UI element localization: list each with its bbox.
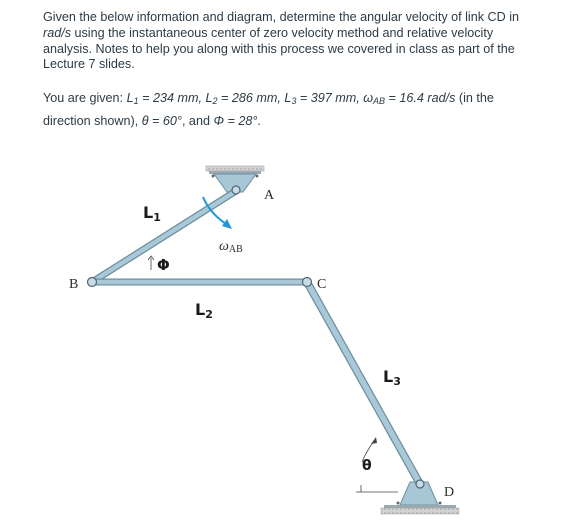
given-phi: Φ = 28° [213, 113, 258, 128]
given-L2: $L_2 = 286$ mm, [205, 91, 285, 106]
label-theta: θ [362, 458, 372, 474]
label-L1: L1 [143, 203, 161, 224]
pin-B [88, 278, 97, 287]
given-prefix: You are given: [43, 91, 127, 105]
given-theta: θ = 60° [141, 113, 182, 128]
link-L3 [307, 282, 420, 484]
label-phi: Φ [157, 256, 170, 274]
unit-rad-s: rad/s [43, 25, 71, 40]
label-A: A [264, 188, 275, 203]
given-omega: $\omega_{AB} = 16.4$ rad/s [363, 91, 456, 106]
given-L1: $L_1 = 234$ mm, [126, 91, 206, 106]
given-L3: $L_3 = 397$ mm, [284, 91, 364, 106]
phi-angle-marker [148, 256, 154, 270]
pin-C [303, 278, 312, 287]
label-B: B [69, 277, 79, 292]
intro-text-a: Given the below information and diagram, determine the angular velocity of link CD in [43, 10, 520, 24]
label-D: D [444, 485, 455, 500]
label-omega-AB: ωAB [219, 239, 243, 255]
intro-text-b: using the instantaneous center of zero velocity method and relative velocity analysis. Notes to help you along with this process we covered in class as part of the Lecture 7 slides. [43, 25, 515, 72]
label-L3: L3 [383, 367, 401, 388]
omega-note: (in the direction shown), [43, 91, 494, 128]
given-values: You are given: $L_1 = 234$ mm, $L_2 = 286$ mm, $L_3 = 397$ mm, $\omega_{AB} = 16.4$ rad/s (in the direction shown), θ = 60°, and Φ = 28°. [43, 91, 494, 128]
label-C: C [317, 277, 327, 292]
pin-D [416, 480, 424, 488]
label-L2: L2 [195, 300, 213, 321]
pin-A [232, 186, 240, 194]
